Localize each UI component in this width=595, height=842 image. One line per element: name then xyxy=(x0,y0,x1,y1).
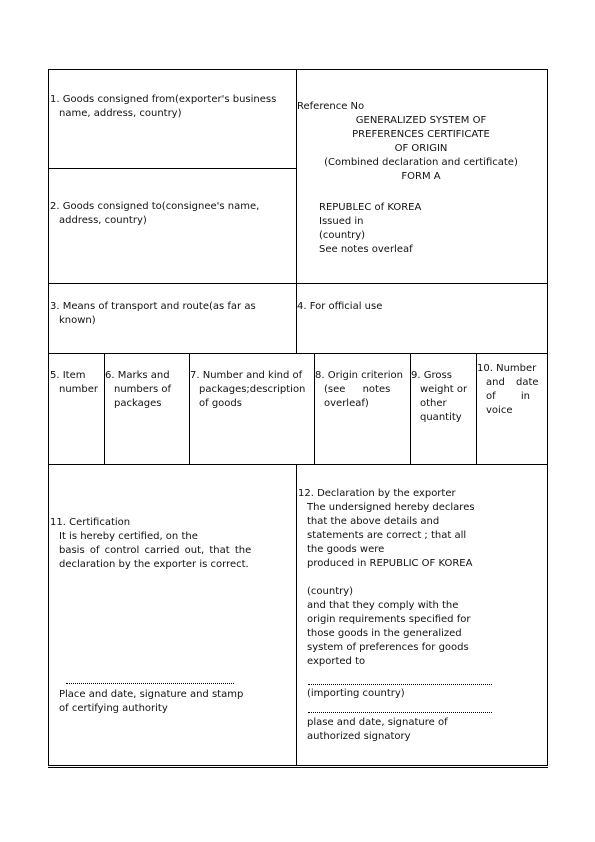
col8-line2: (see notes xyxy=(324,384,391,395)
issuing-country: REPUBLEC of KOREA xyxy=(319,202,422,213)
box1-label-line1: 1. Goods consigned from(exporter's business xyxy=(50,94,277,105)
box12-signature-dotted-line[interactable] xyxy=(308,712,492,713)
box11-line1: It is hereby certified, on the xyxy=(59,531,198,542)
box1-exporter[interactable] xyxy=(50,93,296,121)
box12-sign-line2: authorized signatory xyxy=(307,731,411,742)
issuing-country-block xyxy=(319,201,539,257)
box12-l3: statements are correct ; that all xyxy=(307,530,467,541)
box3-transport[interactable] xyxy=(50,300,296,328)
box11-line3: declaration by the exporter is correct. xyxy=(59,559,249,570)
box12-l4: the goods were xyxy=(307,544,385,555)
col9-line3: other xyxy=(420,398,447,409)
box12-l10: exported to xyxy=(307,656,366,667)
title-subtitle: (Combined declaration and certificate) xyxy=(324,157,518,168)
col6-line3: packages xyxy=(114,398,162,409)
box11-sign-line2: of certifying authority xyxy=(59,703,168,714)
col5-item-number[interactable] xyxy=(50,369,103,397)
box3-label-line1: 3. Means of transport and route(as far as xyxy=(50,301,256,312)
divider-columns-box11 xyxy=(49,464,547,465)
notes-overleaf: See notes overleaf xyxy=(319,244,413,255)
col5-line2: number xyxy=(59,384,99,395)
col9-gross-weight[interactable] xyxy=(411,369,476,425)
box12-l1: The undersigned hereby declares xyxy=(307,502,475,513)
box12-l5: produced in REPUBLIC OF KOREA xyxy=(307,558,473,569)
box11-title: 11. Certification xyxy=(50,517,131,528)
issued-in-label: Issued in xyxy=(319,216,364,227)
col8-origin-criterion[interactable] xyxy=(315,369,410,411)
col6-line1: 6. Marks and xyxy=(105,370,170,381)
box4-official-use[interactable] xyxy=(297,300,545,314)
divider-header-box3 xyxy=(49,283,547,284)
box11-line2: basis of control carried out, that the xyxy=(59,545,252,556)
col9-line2: weight or xyxy=(420,384,468,395)
col10-line1: 10. Number xyxy=(477,363,537,374)
col10-line4: voice xyxy=(486,405,513,416)
col9-line1: 9. Gross xyxy=(411,370,452,381)
box2-label-line1: 2. Goods consigned to(consignee's name, xyxy=(50,201,260,212)
title-line3: OF ORIGIN xyxy=(394,143,448,154)
box12-spacer xyxy=(298,571,546,585)
col6-marks[interactable] xyxy=(105,369,188,411)
box2-label-line2: address, country) xyxy=(59,215,147,226)
col9-line4: quantity xyxy=(420,412,462,423)
form-name: FORM A xyxy=(401,171,441,182)
box4-label: 4. For official use xyxy=(297,301,383,312)
title-line2: PREFERENCES CERTIFICATE xyxy=(352,129,490,140)
col7-packages[interactable] xyxy=(190,369,314,411)
bottom-double-rule xyxy=(48,767,548,768)
box11-signature-caption xyxy=(50,688,296,716)
col8-line3: overleaf) xyxy=(324,398,369,409)
col10-line2: and date xyxy=(486,377,539,388)
certificate-title xyxy=(296,114,546,184)
col10-invoice[interactable] xyxy=(477,362,547,418)
box12-importing-hint: (importing country) xyxy=(307,688,405,699)
col10-line3: of in xyxy=(486,391,530,402)
box12-l9: system of preferences for goods xyxy=(307,642,469,653)
box2-consignee[interactable] xyxy=(50,200,296,228)
box12-destination-dotted-line[interactable] xyxy=(308,684,492,685)
divider-box3-columns xyxy=(49,353,547,354)
box12-l8: those goods in the generalized xyxy=(307,628,462,639)
box12-l2: that the above details and xyxy=(307,516,440,527)
box3-label-line2: known) xyxy=(59,315,96,326)
col5-line1: 5. Item xyxy=(50,370,86,381)
box12-signature-caption xyxy=(298,716,546,744)
title-line1: GENERALIZED SYSTEM OF xyxy=(355,115,487,126)
col6-line2: numbers of xyxy=(114,384,172,395)
box11-certification[interactable] xyxy=(50,516,296,572)
divider-box1-box2 xyxy=(49,168,296,169)
box12-l6: and that they comply with the xyxy=(307,600,459,611)
box12-importing-caption xyxy=(298,687,546,701)
box11-signature-dotted-line[interactable] xyxy=(66,683,234,684)
divider-lower-vertical xyxy=(296,465,297,766)
header-block xyxy=(297,100,547,114)
box11-sign-line1: Place and date, signature and stamp xyxy=(59,689,244,700)
box12-sign-line1: plase and date, signature of xyxy=(307,717,448,728)
box12-title: 12. Declaration by the exporter xyxy=(298,488,456,499)
box1-label-line2: name, address, country) xyxy=(59,108,182,119)
country-hint: (country) xyxy=(319,230,366,241)
col7-line3: of goods xyxy=(199,398,242,409)
col7-line2: packages;description xyxy=(199,384,306,395)
box12-declaration[interactable] xyxy=(298,487,546,669)
col8-line1: 8. Origin criterion xyxy=(315,370,403,381)
box12-l7: origin requirements specified for xyxy=(307,614,471,625)
box12-country-hint: (country) xyxy=(307,586,354,597)
reference-no: Reference No xyxy=(297,101,365,112)
col7-line1: 7. Number and kind of xyxy=(190,370,303,381)
